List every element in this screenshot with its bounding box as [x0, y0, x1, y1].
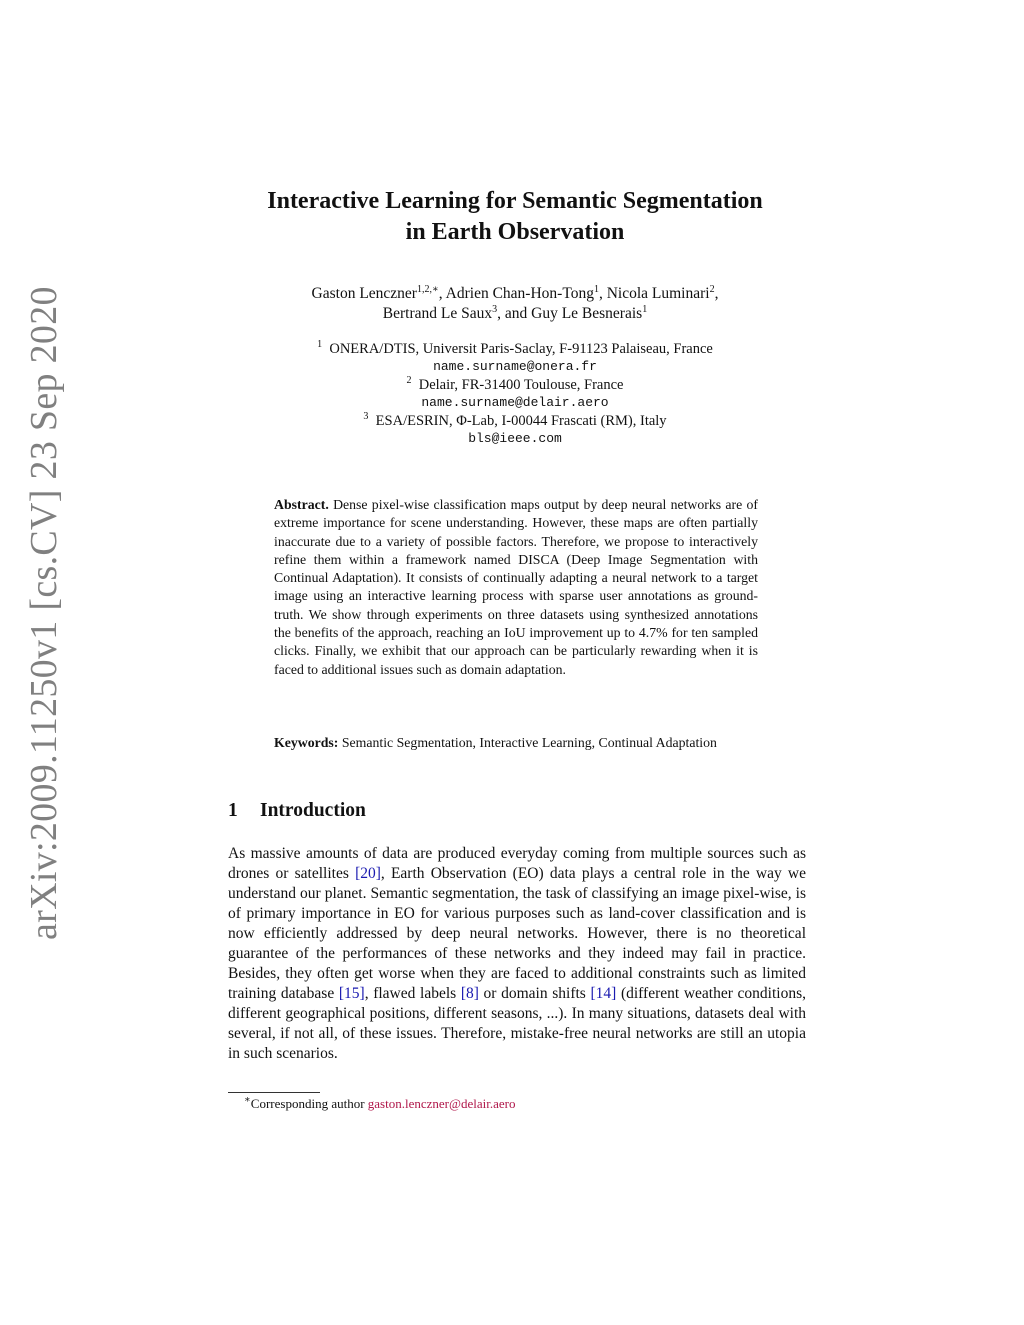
author-affiliation-mark: 1: [642, 303, 648, 315]
abstract-label: Abstract.: [274, 497, 329, 512]
keywords-text: Semantic Segmentation, Interactive Learning, Continual Adaptation: [341, 735, 717, 750]
affiliation-list: [180, 340, 850, 448]
section-title: Introduction: [260, 800, 366, 821]
keywords-label: Keywords:: [274, 735, 339, 750]
citation-link[interactable]: [20]: [355, 865, 381, 882]
footnote-text: Corresponding author: [250, 1096, 368, 1111]
paper-title: [180, 186, 850, 248]
affiliation-number: 2: [406, 375, 412, 387]
affiliation-email: name.surname@onera.fr: [433, 359, 597, 374]
author-name: Guy Le Besnerais: [531, 305, 643, 322]
author-affiliation-mark: 3: [492, 303, 498, 315]
affiliation-email: name.surname@delair.aero: [421, 395, 609, 410]
author-name: Nicola Luminari: [606, 285, 710, 302]
author-separator: ,: [714, 285, 719, 302]
author-separator: ,: [438, 285, 446, 302]
section-heading: [228, 800, 366, 822]
author-separator: ,: [598, 285, 607, 302]
author-separator: , and: [497, 305, 532, 322]
authors-line-2: [180, 304, 850, 324]
citation-link[interactable]: [14]: [590, 985, 617, 1002]
footnote: [244, 1096, 515, 1112]
intro-text: , Earth Observation (EO) data plays a central role in the way we understand our planet. Semantic segmentation, the task of classifying an image pixel-wise, is of primary importance in EO for various purposes such as land-cover classification and is now efficiently addressed by deep neural networks. However, there is no theoretical guarantee of the performances of these networks and they indeed may fail in practice. Besides, they often get worse when they are faced to additional constraints such as limited training database: [228, 865, 806, 1002]
abstract-text: Dense pixel-wise classification maps output by deep neural networks are of extreme importance for scene understanding. However, these maps are often partially inaccurate due to a variety of possible factors. Therefore, we propose to interactively refine them within a framework named DISCA (Deep Image Segmentation with Continual Adaptation). It consists of continually adapting a neural network to a target image using an interactive learning process with sparse user annotations as ground-truth. We show through experiments on three datasets using synthesized annotations the benefits of the approach, reaching an IoU improvement up to 4.7% for ten sampled clicks. Finally, we exhibit that our approach can be particularly rewarding when it is faced to additional issues such as domain adaptation.: [274, 497, 759, 677]
abstract: [274, 496, 758, 679]
affiliation-email: bls@ieee.com: [468, 431, 562, 446]
affiliation-line: [180, 412, 850, 430]
affiliation-number: 1: [317, 339, 323, 351]
footnote-mark: ∗: [244, 1094, 251, 1106]
intro-text: As massive amounts of data are produced everyday coming from multiple sources such as drones or satellites: [228, 845, 806, 882]
affiliation-number: 3: [363, 411, 369, 423]
footnote-email-link[interactable]: gaston.lenczner@delair.aero: [367, 1096, 516, 1111]
citation-link[interactable]: [8]: [460, 985, 479, 1002]
author-name: Bertrand Le Saux: [382, 305, 493, 322]
intro-text: or domain shifts: [478, 985, 591, 1002]
author-list: [180, 284, 850, 324]
affiliation-line: [180, 340, 850, 358]
author-affiliation-mark: 2: [709, 283, 715, 295]
title-line-1: Interactive Learning for Semantic Segmentation: [267, 188, 763, 214]
author-name: Gaston Lenczner: [311, 285, 417, 302]
intro-text: , flawed labels: [364, 985, 461, 1002]
keywords: [274, 734, 758, 752]
affiliation-text: ONERA/DTIS, Universit Paris-Saclay, F-91123 Palaiseau, France: [329, 341, 713, 357]
affiliation-text: Delair, FR-31400 Toulouse, France: [418, 377, 624, 393]
section-number: 1: [228, 800, 238, 821]
authors-line-1: [180, 284, 850, 304]
title-line-2: in Earth Observation: [405, 219, 625, 245]
author-affiliation-mark: 1: [593, 283, 599, 295]
citation-link[interactable]: [15]: [338, 985, 365, 1002]
intro-text: (different weather conditions, different geographical positions, different seasons, ...). In many situations, datasets deal with several, if not all, of these issues. Therefore, mistake-free neural networks are still an utopia in such scenarios.: [228, 985, 806, 1062]
author-affiliation-mark: 1,2,∗: [416, 283, 439, 295]
introduction-paragraph: [228, 844, 806, 1064]
affiliation-line: [180, 376, 850, 394]
arxiv-identifier-stamp: arXiv:2009.11250v1 [cs.CV] 23 Sep 2020: [23, 286, 65, 940]
affiliation-text: ESA/ESRIN, Φ-Lab, I-00044 Frascati (RM), Italy: [375, 413, 667, 429]
footnote-rule: [228, 1092, 320, 1093]
author-name: Adrien Chan-Hon-Tong: [445, 285, 594, 302]
